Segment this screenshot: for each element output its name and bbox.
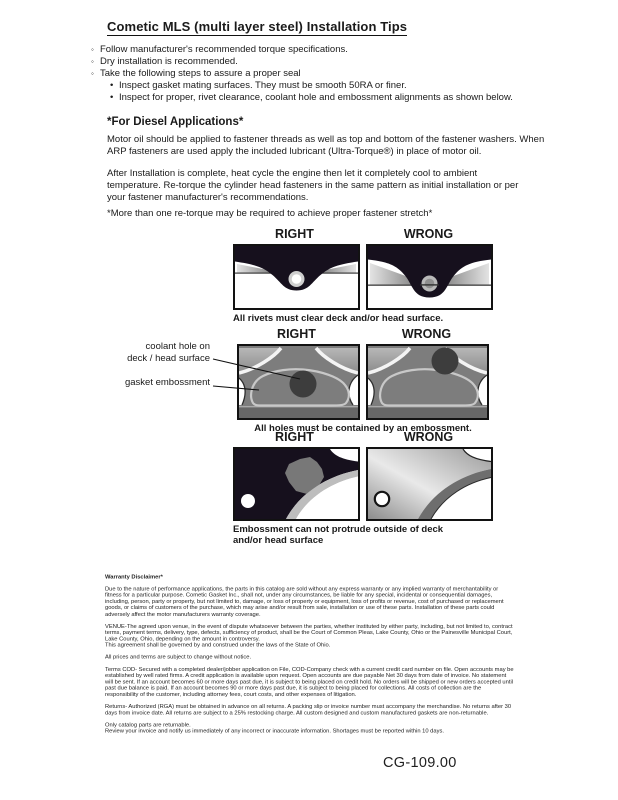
coolant-leader-line	[213, 359, 300, 379]
legal-block	[105, 574, 515, 740]
venue-governing-law: This agreement shall be governed by and construed under the laws of the State of Ohio.	[105, 641, 331, 649]
protrusion-right-diagram	[233, 447, 360, 521]
tip-item	[91, 56, 606, 68]
wrong-label: WRONG	[401, 327, 452, 341]
right-label: RIGHT	[275, 227, 314, 241]
pair1-caption: All rivets must clear deck and/or head surface.	[233, 313, 444, 324]
warranty-paragraph: Due to the nature of performance applications, the parts in this catalog are sold without any express warranty or any implied warranty of merchantability or fitness for a particular purpose. Cometic Gasket Inc., shall not, under any circumstances, be liable for any special, incidental or consequential damages, including, person, party or property, but not limited to, damage, or loss of property or equipment, loss of profits or revenue, cost of purchased or replacement goods, or claims of customers of the purchase, which may arise and/or result from sale, installation or use of these parts. Installation of these parts could adversely affect the motor manufacturers warranty coverage.	[105, 585, 504, 618]
wrong-label: WRONG	[403, 430, 454, 444]
venue-paragraph: VENUE-The agreed upon venue, in the event of dispute whatsoever between the parties, whether instituted by either party, including, but not limited to, contract terms, payment terms, delivery, type, defects, sufficiency of product, shall be the Court of Common Pleas, Lake County, Ohio or the Painesville Municipal Court, Lake County, Ohio, depending on the amount in controversy.	[105, 622, 513, 643]
tip-text: Dry installation is recommended.	[100, 56, 238, 67]
tip-text: Inspect for proper, rivet clearance, coolant hole and embossment alignments as shown below.	[119, 92, 513, 103]
pair3-headers	[233, 431, 493, 444]
rivet-wrong-diagram	[366, 244, 493, 310]
coolant-hole-label: coolant hole on deck / head surface	[127, 341, 210, 364]
warranty-disclaimer-heading: Warranty Disclaimer*	[105, 573, 163, 581]
diesel-paragraph-1: Motor oil should be applied to fastener threads as well as top and bottom of the fastener washers. When ARP fasteners are used apply the included lubricant (Ultra-Torque®) in place of motor oil.	[107, 134, 545, 157]
terms-paragraph: Terms COD- Secured with a completed dealer/jobber application on File, COD-Company check with a current credit card number on file. Open accounts may be established by well rated firms. A credit application is available upon request. Open accounts are due payable Net 30 days from date of invoice. No statement will be sent. If an account becomes 60 or more days past due, it is subject to being placed on credit hold. No orders will be shipped or new orders accepted until past due balance is paid. If an account becomes 90 or more days past due, it is subject to being placed for collections. All costs of collection are the responsibility of the customer, including attorney fees, court costs, and other expenses of litigation.	[105, 665, 514, 698]
pair3-caption: Embossment can not protrude outside of deck and/or head surface	[233, 524, 444, 546]
tip-item	[91, 44, 606, 56]
diesel-heading: *For Diesel Applications*	[107, 116, 244, 128]
tips-list	[91, 44, 606, 104]
review-invoice-note: Review your invoice and notify us immediately of any incorrect or inaccurate information. Shortages must be reported within 10 days.	[105, 727, 444, 735]
tip-text: Inspect gasket mating surfaces. They must be smooth 50RA or finer.	[119, 80, 407, 91]
pair2-caption: All holes must be contained by an embossment.	[254, 423, 472, 434]
rivet-right-diagram	[233, 244, 360, 310]
bolt-hole	[375, 492, 389, 506]
sub-tip-item	[91, 80, 606, 92]
pair2-headers	[237, 328, 489, 341]
right-label: RIGHT	[277, 327, 316, 341]
returns-paragraph: Returns- Authorized (RGA) must be obtained in advance on all returns. A packing slip or invoice number must accompany the merchandise. No returns after 30 days from invoice date. All returns are subject to a 25% restocking charge. All custom designed and custom manufactured gaskets are non-returnable.	[105, 702, 512, 716]
prices-notice: All prices and terms are subject to change without notice.	[105, 653, 252, 661]
leader-lines	[210, 350, 310, 396]
pair3-panels	[233, 447, 493, 521]
bolt-hole	[241, 494, 255, 508]
tip-text: Take the following steps to assure a proper seal	[100, 68, 301, 79]
bullet-circle-icon: ◦	[91, 45, 94, 54]
gasket-embossment-label: gasket embossment	[124, 377, 210, 388]
sub-tip-item	[91, 92, 606, 104]
embossment-leader-line	[213, 386, 259, 390]
tip-text: Follow manufacturer's recommended torque specifications.	[100, 44, 348, 55]
pair1-headers	[233, 228, 493, 241]
right-label: RIGHT	[275, 430, 314, 444]
page-title: Cometic MLS (multi layer steel) Installation Tips	[107, 19, 408, 34]
page-code: CG-109.00	[383, 755, 457, 771]
bullet-circle-icon: ◦	[91, 57, 94, 66]
pair1-panels	[233, 244, 493, 310]
retorque-note: *More than one re-torque may be required to achieve proper fastener stretch*	[107, 208, 433, 219]
bullet-dot-icon: •	[110, 92, 114, 103]
bullet-dot-icon: •	[110, 80, 114, 91]
wrong-label: WRONG	[403, 227, 454, 241]
coolant-hole	[432, 348, 459, 375]
diesel-paragraph-2: After Installation is complete, heat cycle the engine then let it completely cool to ambient temperature. Re-torque the cylinder head fasteners in the same pattern as initial installation or per your fastener manufacturer's recommendations.	[107, 168, 519, 203]
deck-line-through-rivet	[420, 284, 439, 285]
protrusion-wrong-diagram	[366, 447, 493, 521]
bullet-circle-icon: ◦	[91, 69, 94, 78]
diagram-pair-protrusion	[233, 431, 493, 546]
diagram-pair-rivets	[233, 228, 493, 324]
catalog-parts-note: Only catalog parts are returnable.	[105, 721, 191, 728]
embossment-wrong-diagram	[366, 344, 489, 420]
pair2-annotations	[112, 341, 210, 389]
tip-item	[91, 68, 606, 80]
